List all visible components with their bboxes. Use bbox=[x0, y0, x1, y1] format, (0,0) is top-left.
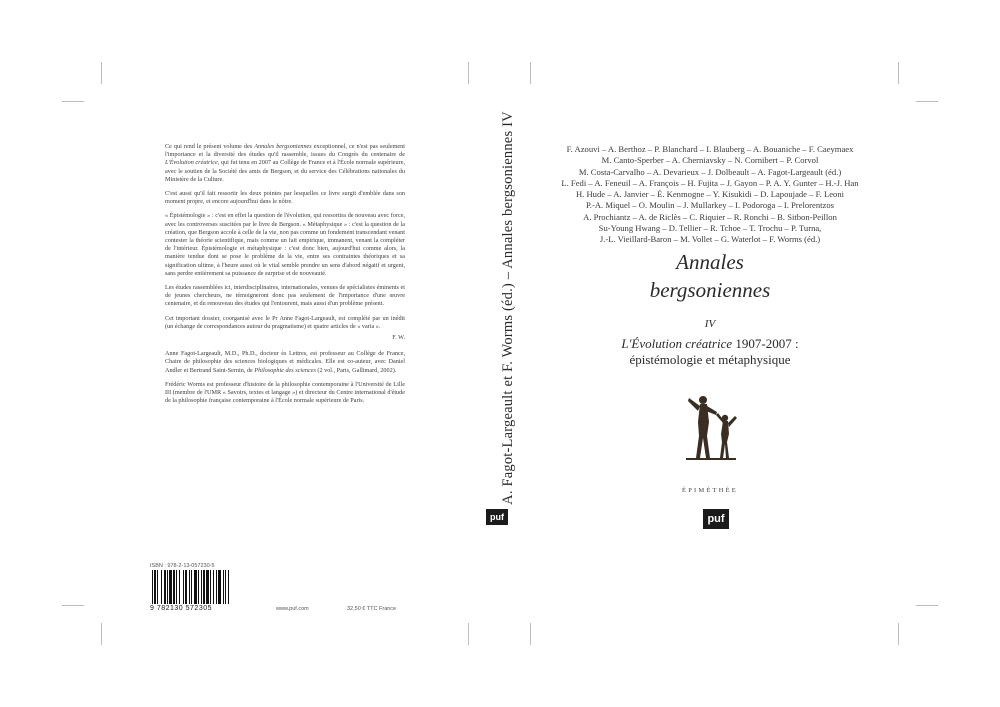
series-name: ÉPIMÉTHÉE bbox=[682, 487, 738, 494]
price: 32,50 € TTC France bbox=[347, 606, 397, 612]
title-block bbox=[555, 248, 865, 368]
author-list bbox=[555, 144, 865, 246]
spine-publisher-logo: puf bbox=[486, 509, 508, 525]
back-paragraph: Ce qui rend le présent volume des Annales bergsoniennes exceptionnel, ce n'est pas seulement l'importance et la diversité des études qu'il rassemble, issues du Congrès du centenaire de L'Évolution créatrice, qui fut tenu en 2007 au Collège de France et à l'École normale supérieure, avec le soutien de la Société des amis de Bergson, et du service des Célébrations nationales du Ministère de la Culture. bbox=[165, 143, 405, 183]
author-line: M. Costa-Carvalho – A. Devarieux – J. Dolbeault – A. Fagot-Largeault (éd.) bbox=[578, 166, 842, 177]
back-paragraph: Cet important dossier, coorganisé avec le Pr Anne Fagot-Largeault, est complété par un inédit (un échange de correspondances autour du pragmatisme) et quatre articles de « varia ». bbox=[165, 314, 405, 330]
book-title-line2: bergsoniennes bbox=[649, 278, 771, 302]
publisher-website: www.puf.com bbox=[276, 606, 309, 612]
crop-mark bbox=[468, 62, 469, 84]
crop-mark bbox=[468, 623, 469, 645]
crop-mark bbox=[916, 605, 938, 606]
epimetheus-figure-illustration bbox=[681, 392, 741, 464]
crop-mark bbox=[530, 623, 531, 645]
author-line: P.-A. Miquel – O. Moulin – J. Mullarkey – I. Podoroga – I. Prelorentzos bbox=[585, 200, 834, 211]
crop-mark bbox=[898, 62, 899, 84]
subtitle: L'Évolution créatrice 1907-2007 : bbox=[621, 336, 799, 351]
author-line: Su-Young Hwang – D. Tellier – R. Tchoe – T. Trochu – P. Turna, bbox=[598, 223, 822, 234]
isbn-digits: 9 782130 572305 bbox=[150, 605, 212, 612]
author-line: H. Hude – A. Janvier – É. Kenmogne – Y. Kisukidi – D. Lapoujade – F. Leoni bbox=[575, 189, 845, 200]
author-line: A. Prochiantz – A. de Riclès – C. Riquier – R. Ronchi – B. Sitbon-Peillon bbox=[583, 211, 837, 222]
subtitle-line2: épistémologie et métaphysique bbox=[629, 352, 791, 367]
author-line: J.-L. Vieillard-Baron – M. Vollet – G. Waterlot – F. Worms (éd.) bbox=[599, 234, 821, 245]
crop-mark bbox=[62, 605, 84, 606]
crop-mark bbox=[530, 62, 531, 84]
publisher-logo: puf bbox=[703, 509, 729, 529]
book-title: Annales bbox=[676, 250, 744, 274]
back-paragraph: Les études rassemblées ici, interdisciplinaires, internationales, venues de spécialistes éminents et de jeunes chercheurs, ne témoigneront donc pas seulement de l'importance d'une œuvre centenaire, et du renouveau des études qui l'entourent, mais aussi d'un problème présent. bbox=[165, 284, 405, 308]
spine-title: A. Fagot-Largeault et F. Worms (éd.) – Annales bergsoniennes IV bbox=[500, 111, 516, 505]
crop-mark bbox=[916, 101, 938, 102]
back-paragraph: « Épistémologie » : c'est en effet la question de l'évolution, qui ressortira de nouveau avec force, avec les controverses suscitées par le livre de Bergson. « Métaphysique » : c'est la question de la création, que Bergson accole à celle de la vie, non pas comme un fondement transcendant venant contester la théorie scientifique, mais comme un fait empirique, immanent, venant la compléter de l'intérieur. Épistémologie et métaphysique : c'est donc bien, aujourd'hui comme alors, la manière tendue dont se pose le problème de la vie, entre ses contraintes théoriques et sa signification ultime, à l'heure aussi où le vital semble prendre un sens d'abord négatif et urgent, sans perdre entièrement sa puissance de surprise et de nouveauté. bbox=[165, 212, 405, 277]
back-cover-text bbox=[165, 143, 405, 411]
crop-mark bbox=[101, 623, 102, 645]
crop-mark bbox=[62, 101, 84, 102]
author-bio: Anne Fagot-Largeault, M.D., Ph.D., docteur ès Lettres, est professeur au Collège de France, Chaire de philosophie des sciences biologiques et médicales. Elle est co-auteur, avec Daniel Andler et Bertrand Saint-Sernin, de Philosophie des sciences (2 vol., Paris, Gallimard, 2002). bbox=[165, 350, 405, 374]
barcode bbox=[150, 570, 260, 604]
author-line: L. Fedi – A. Feneuil – A. François – H. Fujita – J. Gayon – P. A. Y. Gunter – H.-J. Han bbox=[561, 177, 859, 188]
author-bio: Frédéric Worms est professeur d'histoire de la philosophie contemporaine à l'Université de Lille III (membre de l'UMR « Savoirs, textes et langage ») et directeur du Centre international d'étude de la philosophie française contemporaine à l'École normale supérieure de Paris. bbox=[165, 380, 405, 405]
author-line: F. Azouvi – A. Berthoz – P. Blanchard – I. Blauberg – A. Bouaniche – F. Caeymaex bbox=[566, 144, 854, 154]
crop-mark bbox=[101, 62, 102, 84]
crop-mark bbox=[898, 623, 899, 645]
signature: F. W. bbox=[392, 334, 405, 342]
volume-number: IV bbox=[704, 318, 716, 330]
isbn-label: ISBN : 978-2-13-057230-5 bbox=[150, 563, 215, 569]
back-paragraph: C'est aussi qu'il fait ressortir les deux pointes par lesquelles ce livre surgit d'emblée dans son moment propre, et encore aujourd'hui dans le nôtre. bbox=[165, 190, 405, 206]
author-line: M. Canto-Sperber – A. Cherniavsky – N. Cornibert – P. Corvol bbox=[601, 155, 819, 166]
